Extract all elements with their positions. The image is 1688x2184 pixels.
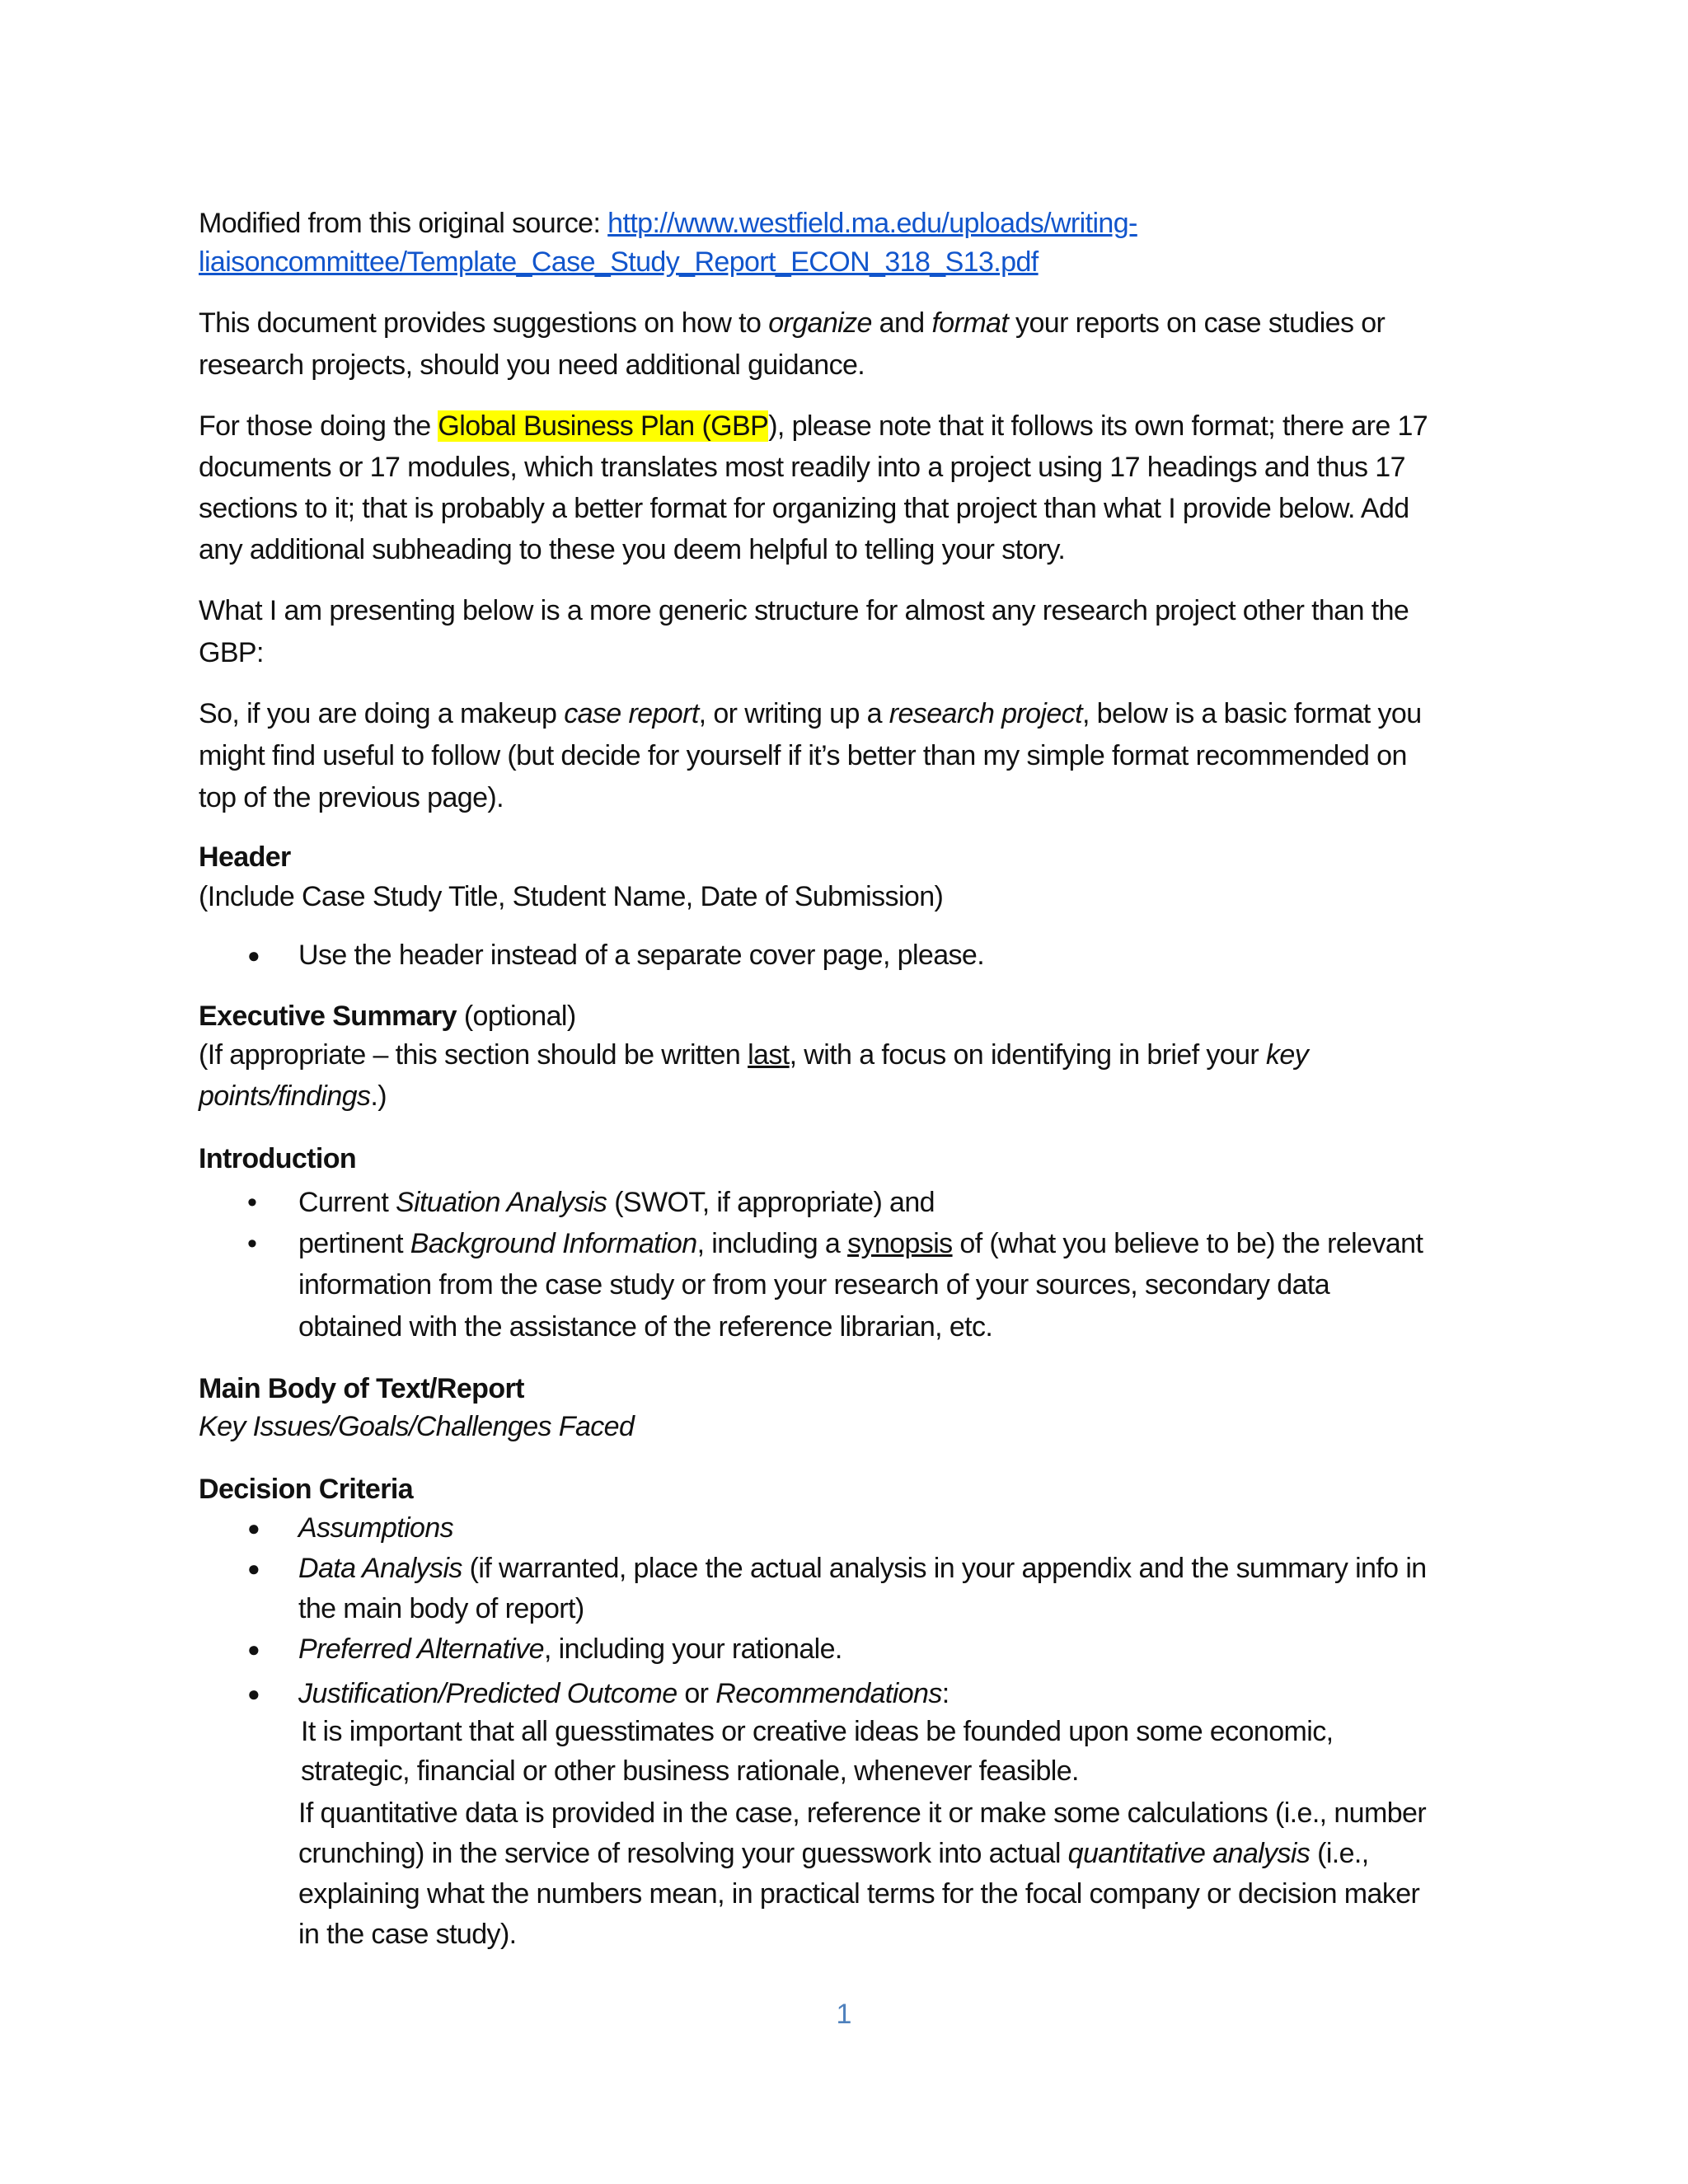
intro-b2-italic: Background Information — [410, 1228, 697, 1259]
makeup-text: , below is a basic format you — [1081, 698, 1422, 729]
bullet-dot: • — [247, 1228, 257, 1259]
gbp-line-3: sections to it; that is probably a better format for organizing that project than what I provide below. Add — [199, 493, 1409, 524]
intro-line-2: research projects, should you need additional guidance. — [199, 349, 865, 381]
exec-text: , with a focus on identifying in brief your — [789, 1039, 1266, 1071]
decision-data-analysis-italic: Data Analysis — [298, 1553, 462, 1584]
intro-b1-text: (SWOT, if appropriate) and — [607, 1187, 935, 1218]
gbp-highlight: Global Business Plan (GBP — [438, 410, 769, 442]
intro-format: format — [931, 307, 1009, 339]
decision-quantitative-italic: quantitative analysis — [1067, 1838, 1311, 1869]
intro-b2-text: of (what you believe to be) the relevant — [952, 1228, 1423, 1259]
page-number: 1 — [836, 1999, 852, 2030]
decision-bullet-preferred — [298, 1629, 842, 1670]
decision-bullet-assumptions: Assumptions — [298, 1512, 454, 1544]
header-heading: Header — [199, 841, 291, 873]
decision-text: or — [677, 1678, 716, 1709]
gbp-line-1 — [199, 405, 1428, 447]
decision-paragraph-1-line-2: strategic, financial or other business rationale, whenever feasible. — [301, 1755, 1079, 1787]
bullet-dot: ● — [247, 943, 260, 968]
intro-text: and — [871, 307, 932, 339]
decision-text: (if warranted, place the actual analysis in your appendix and the summary info in — [462, 1553, 1427, 1584]
makeup-line-3: top of the previous page). — [199, 782, 504, 813]
decision-heading: Decision Criteria — [199, 1474, 414, 1505]
introduction-bullet-1 — [298, 1182, 935, 1223]
exec-text: .) — [370, 1080, 387, 1112]
gbp-text: ), please note that it follows its own format; there are 17 — [768, 410, 1428, 442]
decision-bullet-data-analysis — [298, 1548, 1427, 1589]
exec-summary-title: Executive Summary — [199, 1001, 457, 1032]
exec-summary-heading — [199, 996, 576, 1037]
intro-text: your reports on case studies or — [1008, 307, 1386, 339]
generic-line-2: GBP: — [199, 637, 264, 668]
decision-text: , including your rationale. — [543, 1633, 842, 1665]
gbp-line-4: any additional subheading to these you deem helpful to telling your story. — [199, 534, 1066, 565]
bullet-dot: ● — [247, 1556, 260, 1581]
bullet-dot: ● — [247, 1681, 260, 1706]
makeup-case-report: case report — [564, 698, 699, 729]
bullet-dot: • — [247, 1187, 257, 1218]
introduction-bullet-2-line-3: obtained with the assistance of the reference librarian, etc. — [298, 1311, 993, 1343]
intro-b2-synopsis: synopsis — [847, 1228, 953, 1259]
intro-line-1 — [199, 302, 1385, 344]
exec-key: key — [1265, 1039, 1309, 1071]
intro-b2-text: , including a — [696, 1228, 848, 1259]
source-line — [199, 203, 1137, 244]
exec-last: last — [748, 1039, 790, 1071]
decision-bullet-data-analysis-line-2: the main body of report) — [298, 1593, 584, 1624]
main-body-heading: Main Body of Text/Report — [199, 1373, 524, 1404]
exec-summary-line-2 — [199, 1076, 387, 1117]
makeup-line-1 — [199, 693, 1422, 734]
source-link-line2[interactable]: liaisoncommittee/Template_Case_Study_Report_ECON_318_S13.pdf — [199, 246, 1039, 278]
intro-organize: organize — [768, 307, 872, 339]
decision-paragraph-2-line-3: explaining what the numbers mean, in practical terms for the focal company or decision maker — [298, 1878, 1420, 1910]
decision-text: (i.e., — [1310, 1838, 1369, 1869]
makeup-text: So, if you are doing a makeup — [199, 698, 565, 729]
decision-preferred-italic: Preferred Alternative — [298, 1633, 544, 1665]
intro-text: This document provides suggestions on how to — [199, 307, 769, 339]
intro-b1-text: Current — [298, 1187, 396, 1218]
bullet-dot: ● — [247, 1516, 260, 1540]
source-link[interactable]: http://www.westfield.ma.edu/uploads/writing- — [607, 208, 1137, 239]
decision-paragraph-1-line-1: It is important that all guesstimates or creative ideas be founded upon some economic, — [301, 1716, 1334, 1747]
header-bullet-text: Use the header instead of a separate cover page, please. — [298, 940, 985, 971]
generic-line-1: What I am presenting below is a more generic structure for almost any research project other than the — [199, 595, 1409, 626]
decision-bullet-justification — [298, 1673, 950, 1714]
introduction-bullet-2 — [298, 1223, 1423, 1264]
decision-paragraph-2-line-4: in the case study). — [298, 1919, 517, 1950]
bullet-dot: ● — [247, 1637, 260, 1661]
main-body-subtitle: Key Issues/Goals/Challenges Faced — [199, 1411, 635, 1442]
gbp-text: For those doing the — [199, 410, 438, 442]
header-description: (Include Case Study Title, Student Name, Date of Submission) — [199, 881, 944, 912]
decision-paragraph-2-line-2 — [298, 1833, 1369, 1874]
introduction-heading: Introduction — [199, 1143, 357, 1174]
exec-points-findings: points/findings — [199, 1080, 371, 1112]
decision-justification-italic: Justification/Predicted Outcome — [298, 1678, 678, 1709]
exec-summary-optional: (optional) — [456, 1001, 576, 1032]
decision-recommendations-italic: Recommendations — [715, 1678, 942, 1709]
makeup-research-project: research project — [889, 698, 1082, 729]
makeup-line-2: might find useful to follow (but decide for yourself if it’s better than my simple format recommended on — [199, 740, 1407, 771]
intro-b2-text: pertinent — [298, 1228, 410, 1259]
decision-text: crunching) in the service of resolving your guesswork into actual — [298, 1838, 1068, 1869]
makeup-text: , or writing up a — [698, 698, 889, 729]
decision-paragraph-2-line-1: If quantitative data is provided in the case, reference it or make some calculations (i.e., number — [298, 1797, 1427, 1829]
source-label: Modified from this original source: — [199, 208, 608, 239]
source-link-continued — [199, 241, 1039, 283]
decision-text: : — [941, 1678, 950, 1709]
exec-text: (If appropriate – this section should be written — [199, 1039, 748, 1071]
exec-summary-line-1 — [199, 1034, 1308, 1076]
introduction-bullet-2-line-2: information from the case study or from your research of your sources, secondary data — [298, 1269, 1330, 1301]
intro-b1-italic: Situation Analysis — [396, 1187, 607, 1218]
gbp-line-2: documents or 17 modules, which translates most readily into a project using 17 headings and thus 17 — [199, 452, 1405, 483]
